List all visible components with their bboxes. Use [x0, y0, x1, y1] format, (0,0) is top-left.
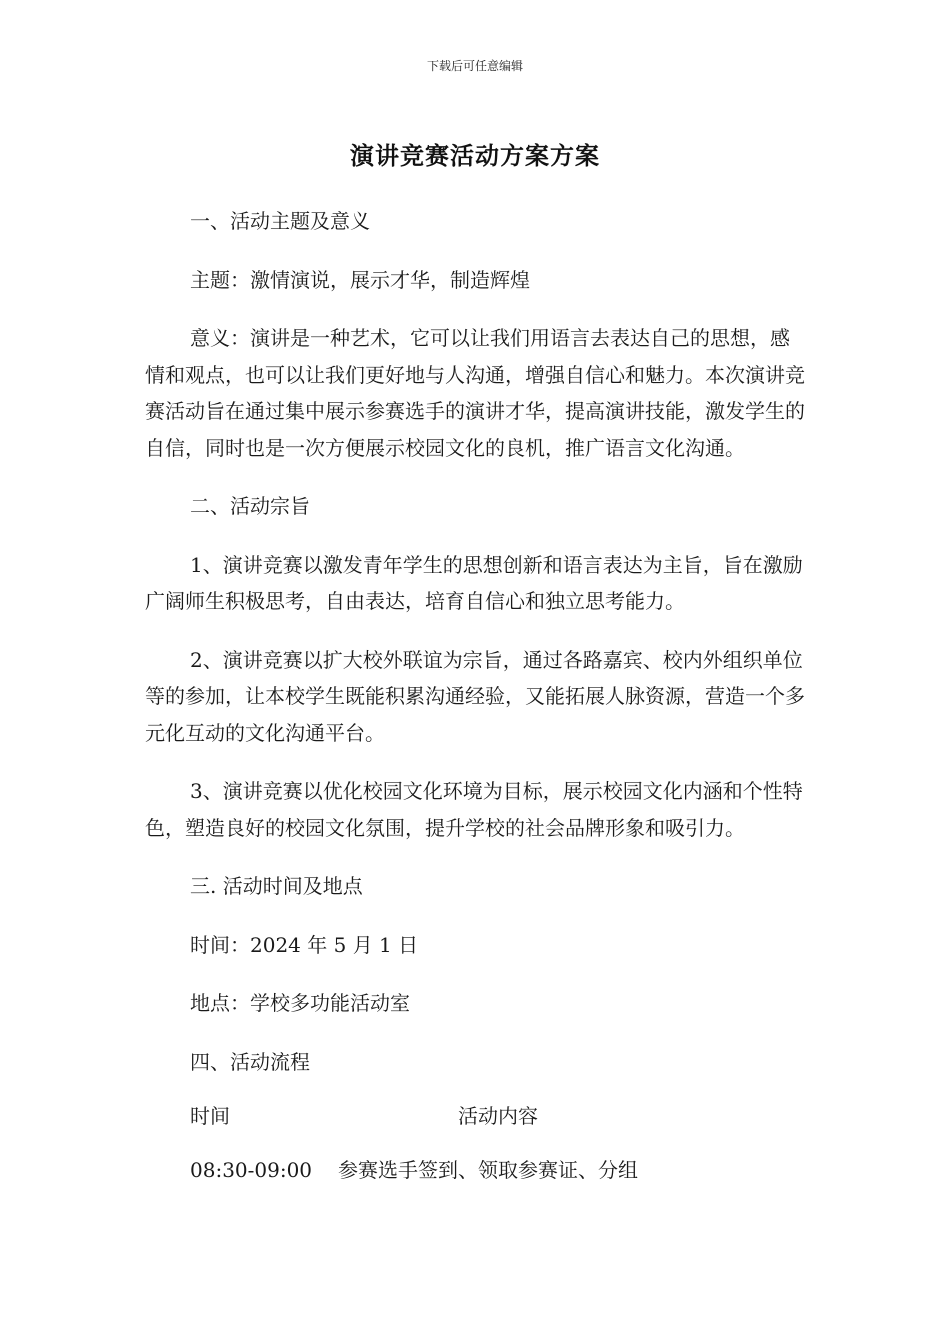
document-body [145, 203, 805, 1206]
event-place: 地点：学校多功能活动室 [190, 991, 410, 1015]
theme-line: 主题：激情演说，展示才华，制造辉煌 [190, 267, 530, 292]
purpose-paragraph-3: 3、演讲竞赛以优化校园文化环境为目标，展示校园文化内涵和个性特色，塑造良好的校园文化氛围，提升学校的社会品牌形象和吸引力。 [145, 779, 803, 840]
section-heading-1: 一、活动主题及意义 [190, 209, 370, 233]
section-heading-4: 四、活动流程 [190, 1049, 310, 1074]
meaning-paragraph: 意义：演讲是一种艺术，它可以让我们用语言去表达自己的思想，感情和观点，也可以让我们更好地与人沟通，增强自信心和魅力。本次演讲竞赛活动旨在通过集中展示参赛选手的演讲才华，提高演讲技能，激发学生的自信，同时也是一次方便展示校园文化的良机，推广语言文化沟通。 [145, 326, 805, 460]
event-time: 时间：2024 年 5 月 1 日 [190, 932, 419, 957]
purpose-paragraph-1: 1、演讲竞赛以激发青年学生的思想创新和语言表达为主旨，旨在激励广阔师生积极思考，自由表达，培育自信心和独立思考能力。 [145, 552, 803, 613]
schedule-time: 08:30-09:00 [190, 1158, 313, 1182]
schedule-header-row [145, 1098, 805, 1134]
schedule-content: 参赛选手签到、领取参赛证、分组 [338, 1158, 638, 1182]
header-note: 下载后可任意编辑 [426, 59, 523, 73]
purpose-paragraph-2: 2、演讲竞赛以扩大校外联谊为宗旨，通过各路嘉宾、校内外组织单位等的参加，让本校学生既能积累沟通经验，又能拓展人脉资源，营造一个多元化互动的文化沟通平台。 [145, 647, 805, 745]
section-heading-2: 二、活动宗旨 [190, 494, 310, 518]
schedule-row [145, 1152, 805, 1188]
schedule-header-content: 活动内容 [458, 1104, 538, 1128]
schedule-header-time: 时间 [190, 1104, 230, 1128]
document-title: 演讲竞赛活动方案方案 [350, 142, 600, 170]
section-heading-3: 三. 活动时间及地点 [190, 874, 363, 898]
